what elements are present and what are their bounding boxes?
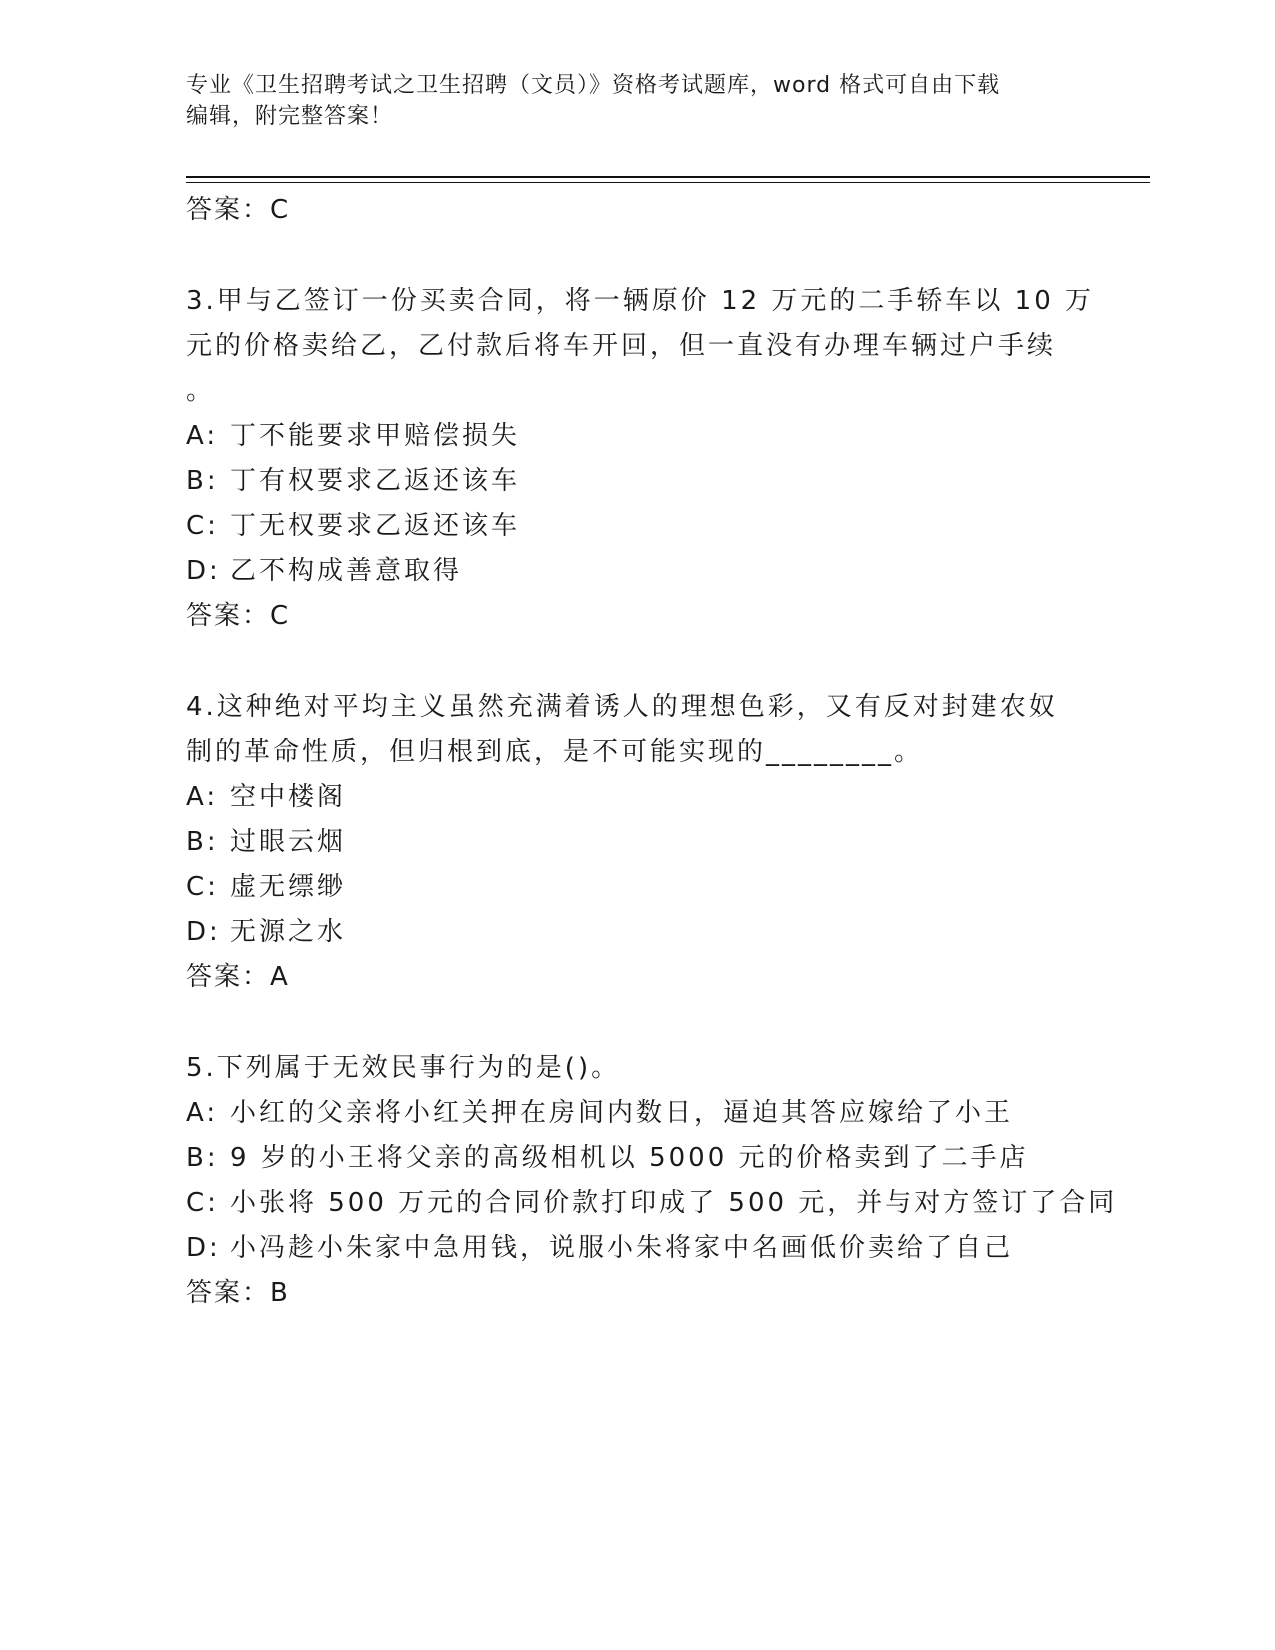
spacer — [186, 233, 1086, 279]
question-block — [186, 279, 1095, 639]
answer-line: 答案：C — [186, 195, 291, 225]
option-d — [186, 1226, 1086, 1271]
option-c — [186, 865, 1086, 910]
header-line-1: 专业《卫生招聘考试之卫生招聘（文员）》资格考试题库，word 格式可自由下载 — [186, 73, 1001, 98]
answer-line: 答案：C — [186, 601, 291, 631]
answer-line: 答案：A — [186, 962, 290, 992]
option-text: 无源之水 — [230, 917, 347, 947]
option-key: B: — [186, 827, 219, 857]
option-c — [186, 504, 1086, 549]
spacer — [186, 1000, 1086, 1046]
question-text-line: 制的革命性质，但归根到底，是不可能实现的________。 — [186, 737, 924, 767]
option-d — [186, 549, 1086, 594]
option-a — [186, 775, 1086, 820]
option-key: C: — [186, 511, 219, 541]
question-block — [186, 1046, 1118, 1316]
option-key: B: — [186, 466, 219, 496]
question-text-line: 3.甲与乙签订一份买卖合同，将一辆原价 12 万元的二手轿车以 10 万 — [186, 286, 1095, 316]
option-text: 丁有权要求乙返还该车 — [230, 466, 521, 496]
option-key: A: — [186, 1098, 219, 1128]
option-key: B: — [186, 1143, 219, 1173]
option-key: D: — [186, 556, 221, 586]
header-rule-thick — [186, 176, 1150, 178]
option-key: D: — [186, 917, 221, 947]
header-line-2: 编辑，附完整答案！ — [186, 104, 394, 129]
option-b — [186, 1136, 1086, 1181]
question-text-line: 5.下列属于无效民事行为的是()。 — [186, 1053, 621, 1083]
question-text-line: 。 — [186, 376, 216, 406]
option-key: C: — [186, 872, 219, 902]
option-text: 虚无缥缈 — [230, 872, 347, 902]
option-text: 小红的父亲将小红关押在房间内数日，逼迫其答应嫁给了小王 — [230, 1098, 1014, 1128]
answer-line: 答案：B — [186, 1278, 290, 1308]
option-key: D: — [186, 1233, 221, 1263]
spacer — [186, 639, 1086, 685]
header-rule-thin — [186, 182, 1150, 183]
option-text: 过眼云烟 — [230, 827, 347, 857]
question-text-line: 元的价格卖给乙，乙付款后将车开回，但一直没有办理车辆过户手续 — [186, 331, 1057, 361]
option-key: A: — [186, 782, 219, 812]
option-a — [186, 1091, 1086, 1136]
option-key: A: — [186, 421, 219, 451]
option-text: 丁无权要求乙返还该车 — [230, 511, 521, 541]
option-b — [186, 459, 1086, 504]
option-key: C: — [186, 1188, 219, 1218]
option-text: 小张将 500 万元的合同价款打印成了 500 元，并与对方签订了合同 — [230, 1188, 1118, 1218]
option-text: 9 岁的小王将父亲的高级相机以 5000 元的价格卖到了二手店 — [230, 1143, 1029, 1173]
option-d — [186, 910, 1086, 955]
option-text: 丁不能要求甲赔偿损失 — [230, 421, 521, 451]
option-a — [186, 414, 1086, 459]
option-b — [186, 820, 1086, 865]
option-c — [186, 1181, 1118, 1226]
question-content — [186, 188, 1118, 1316]
question-text-line: 4.这种绝对平均主义虽然充满着诱人的理想色彩，又有反对封建农奴 — [186, 692, 1058, 722]
option-text: 乙不构成善意取得 — [230, 556, 463, 586]
page-header — [186, 70, 1066, 132]
option-text: 小冯趁小朱家中急用钱，说服小朱将家中名画低价卖给了自己 — [230, 1233, 1014, 1263]
question-block — [186, 685, 1086, 1000]
option-text: 空中楼阁 — [230, 782, 347, 812]
